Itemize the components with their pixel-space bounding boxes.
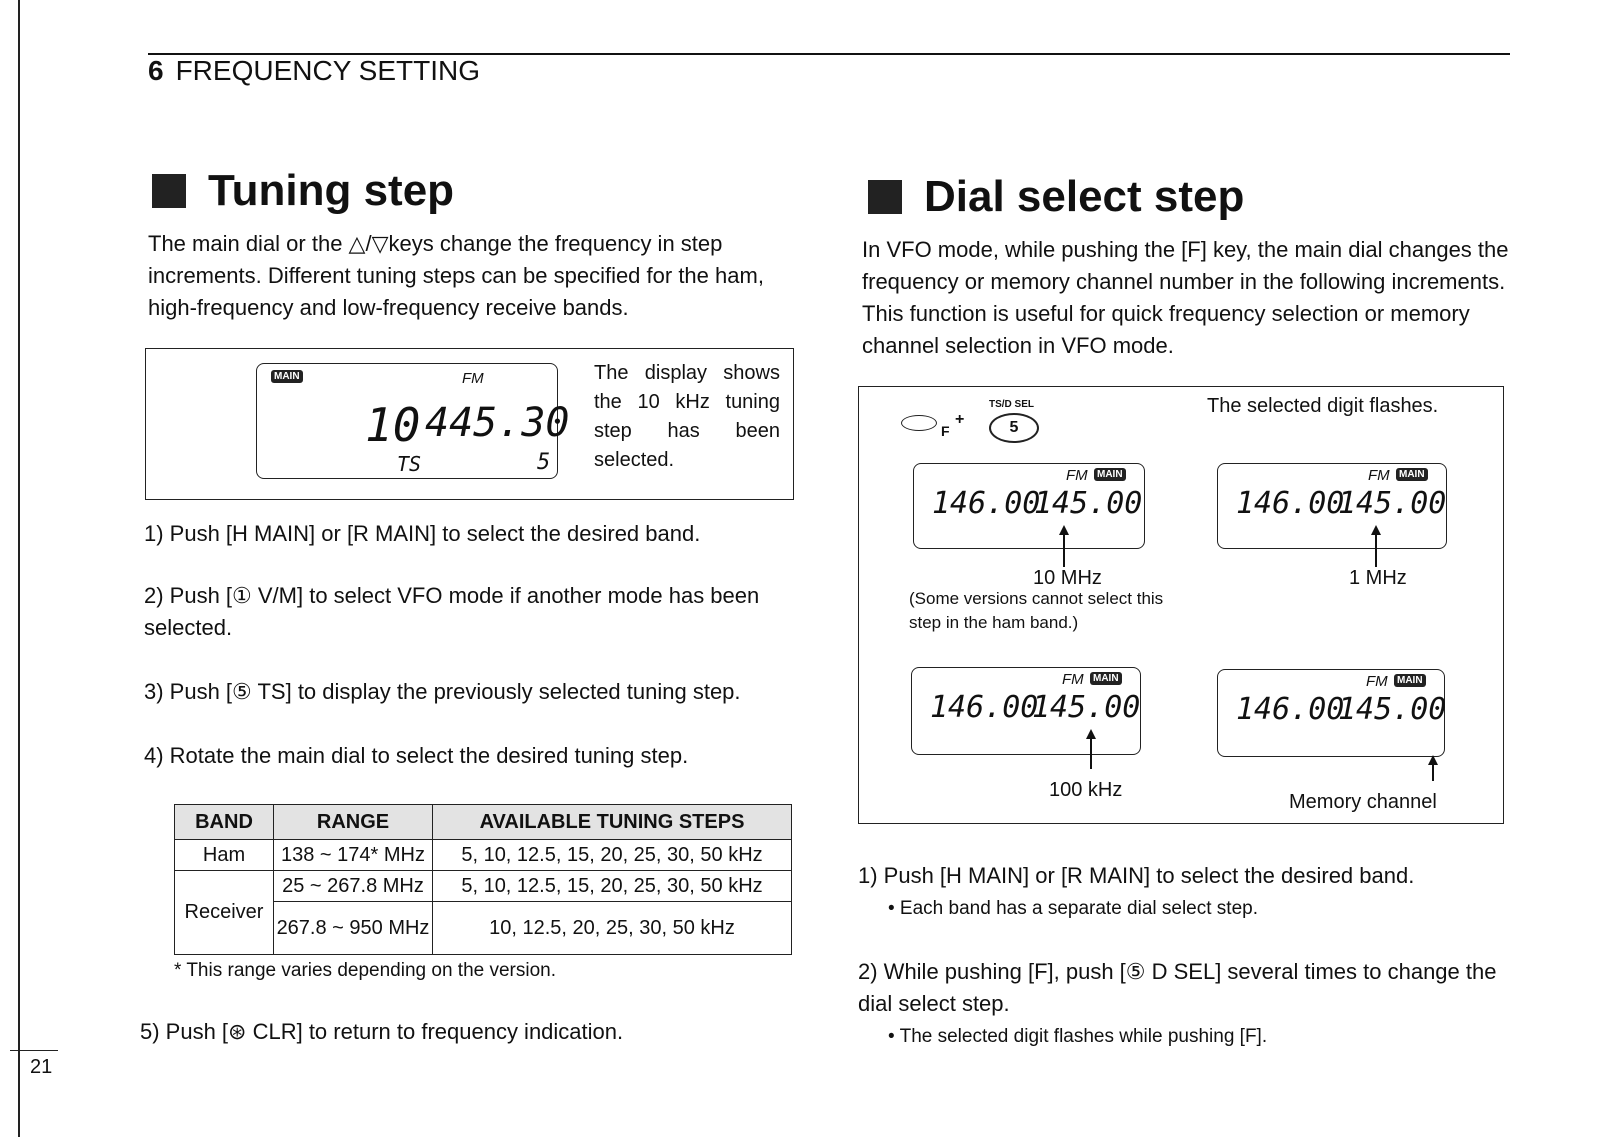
label-1mhz: 1 MHz bbox=[1349, 567, 1407, 589]
steps-cell: 5, 10, 12.5, 15, 20, 25, 30, 50 kHz bbox=[433, 871, 792, 902]
f-key-label: F bbox=[941, 423, 950, 439]
dial-select-figure-box bbox=[858, 386, 1504, 824]
lcd-frequency: 145.00 bbox=[1338, 486, 1447, 521]
dial-select-heading bbox=[868, 172, 1244, 222]
page-number: 21 bbox=[30, 1056, 53, 1078]
left-step-1: 1) Push [H MAIN] or [R MAIN] to select the desired band. bbox=[144, 521, 701, 546]
fm-indicator: FM bbox=[1066, 467, 1088, 484]
fm-indicator: FM bbox=[462, 370, 484, 387]
dial-select-intro: In VFO mode, while pushing the [F] key, the main dial changes the frequency or memory channel number in the following increments. This function is useful for quick frequency selection or memory channel selection in VFO mode. bbox=[862, 237, 1509, 358]
square-bullet-icon bbox=[868, 180, 902, 214]
lcd-left-digits: 146.00 bbox=[1236, 486, 1345, 521]
lcd-left-digits: 10 bbox=[365, 398, 421, 452]
lcd-frequency: 445.30 bbox=[425, 400, 570, 446]
range-cell: 267.8 ~ 950 MHz bbox=[274, 902, 433, 955]
range-cell: 138 ~ 174* MHz bbox=[274, 840, 433, 871]
chapter-number: 6 bbox=[148, 55, 164, 86]
right-step-2: 2) While pushing [F], push [⑤ D SEL] several times to change the dial select step. bbox=[858, 959, 1497, 1016]
lcd-left-digits: 146.00 bbox=[932, 486, 1041, 521]
arrow-line bbox=[1375, 533, 1377, 567]
key-5-label: 5 bbox=[1009, 419, 1019, 436]
lcd-display-10mhz bbox=[913, 463, 1145, 549]
left-step-3: 3) Push [⑤ TS] to display the previously selected tuning step. bbox=[144, 679, 741, 704]
chapter-heading bbox=[148, 55, 480, 87]
label-100khz: 100 kHz bbox=[1049, 779, 1123, 801]
steps-cell: 5, 10, 12.5, 15, 20, 25, 30, 50 kHz bbox=[433, 840, 792, 871]
tuning-figure-box bbox=[145, 348, 794, 500]
col-band: BAND bbox=[175, 805, 274, 840]
fm-indicator: FM bbox=[1062, 671, 1084, 688]
page-edge bbox=[18, 0, 20, 1137]
left-step-2: 2) Push [① V/M] to select VFO mode if another mode has been selected. bbox=[144, 583, 760, 640]
range-cell: 25 ~ 267.8 MHz bbox=[274, 871, 433, 902]
chapter-title: FREQUENCY SETTING bbox=[175, 55, 480, 86]
arrow-line bbox=[1090, 737, 1092, 769]
key-5-icon bbox=[989, 413, 1039, 443]
key-label: TS/D SEL bbox=[989, 399, 1035, 410]
main-tag: MAIN bbox=[1094, 468, 1126, 481]
lcd-display-1mhz bbox=[1217, 463, 1447, 549]
page-number-rule bbox=[10, 1050, 58, 1051]
steps-cell: 10, 12.5, 20, 25, 30, 50 kHz bbox=[433, 902, 792, 955]
tuning-step-title: Tuning step bbox=[208, 166, 455, 215]
lcd-left-digits: 146.00 bbox=[930, 690, 1039, 725]
lcd-left-digits: 146.00 bbox=[1236, 692, 1345, 727]
band-cell: Ham bbox=[175, 840, 274, 871]
lcd-frequency: 145.00 bbox=[1032, 690, 1141, 725]
label-memory-channel: Memory channel bbox=[1289, 791, 1437, 813]
main-tag: MAIN bbox=[1396, 468, 1428, 481]
right-step-1-note: • Each band has a separate dial select step. bbox=[888, 898, 1258, 919]
tuning-steps-table bbox=[174, 804, 792, 955]
main-tag: MAIN bbox=[1090, 672, 1122, 685]
square-bullet-icon bbox=[152, 174, 186, 208]
step-digit: 5 bbox=[537, 450, 551, 475]
label-10mhz: 10 MHz bbox=[1033, 567, 1102, 589]
right-step-2-note: • The selected digit flashes while pushing [F]. bbox=[888, 1026, 1268, 1047]
lcd-display bbox=[256, 363, 570, 479]
f-key-icon bbox=[901, 415, 937, 431]
dial-select-title: Dial select step bbox=[924, 172, 1245, 221]
left-step-4: 4) Rotate the main dial to select the desired tuning step. bbox=[144, 743, 689, 768]
col-steps: AVAILABLE TUNING STEPS bbox=[433, 805, 792, 840]
plus-sign: + bbox=[955, 411, 965, 428]
flash-note: The selected digit flashes. bbox=[1207, 395, 1439, 417]
right-step-1: 1) Push [H MAIN] or [R MAIN] to select the desired band. bbox=[858, 863, 1415, 888]
left-step-5: 5) Push [⊛ CLR] to return to frequency indication. bbox=[140, 1019, 624, 1044]
note-10mhz: (Some versions cannot select this step in the ham band.) bbox=[909, 589, 1164, 632]
table-row bbox=[175, 871, 792, 902]
tuning-step-heading bbox=[152, 166, 454, 216]
table-row bbox=[175, 840, 792, 871]
main-tag: MAIN bbox=[1394, 674, 1426, 687]
band-cell: Receiver bbox=[175, 871, 274, 955]
lcd-frequency: 145.00 bbox=[1338, 692, 1447, 727]
lcd-display-100khz bbox=[911, 667, 1141, 755]
table-header-row bbox=[175, 805, 792, 840]
lcd-frequency: 145.00 bbox=[1034, 486, 1143, 521]
figure-caption: The display shows the 10 kHz tuning step has been selected. bbox=[594, 362, 780, 471]
arrow-line bbox=[1432, 763, 1434, 781]
fm-indicator: FM bbox=[1368, 467, 1390, 484]
fm-indicator: FM bbox=[1366, 673, 1388, 690]
col-range: RANGE bbox=[274, 805, 433, 840]
ts-indicator: TS bbox=[397, 452, 422, 476]
lcd-display-memory bbox=[1217, 669, 1445, 757]
main-tag: MAIN bbox=[271, 370, 303, 383]
tuning-step-intro: The main dial or the △/▽keys change the frequency in step increments. Different tuning steps can be specified for the ham, high-frequency and low-frequency receive bands. bbox=[148, 231, 764, 320]
table-footnote: * This range varies depending on the version. bbox=[174, 960, 557, 981]
arrow-line bbox=[1063, 533, 1065, 567]
